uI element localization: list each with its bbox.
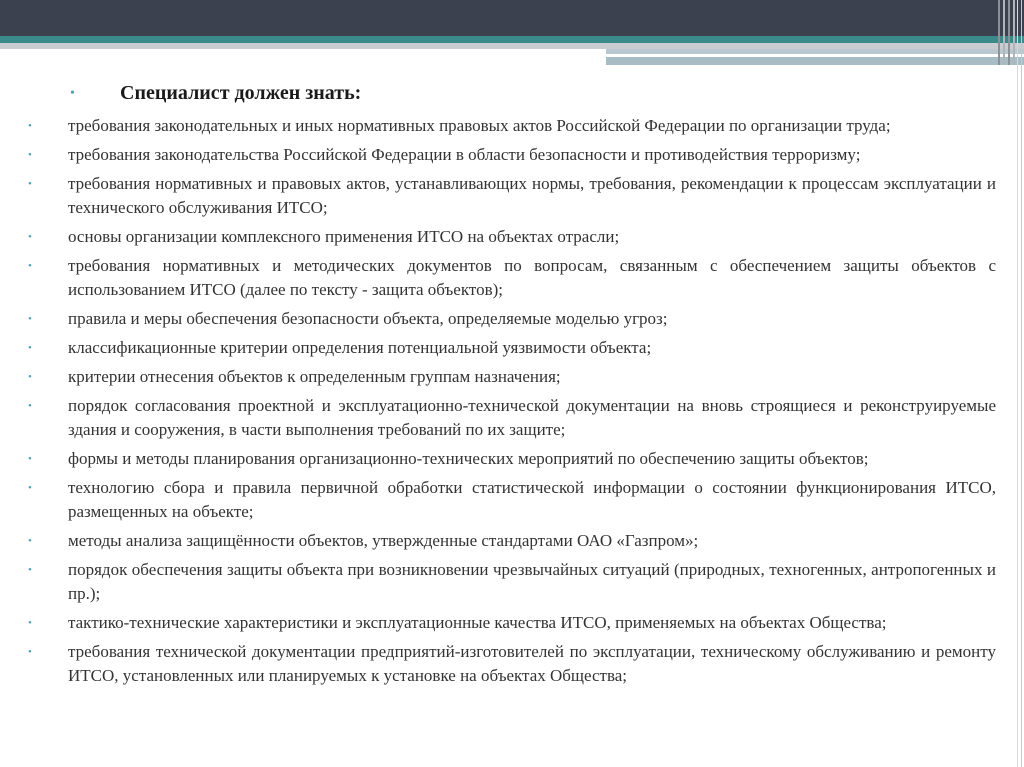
list-item-text: классификационные критерии определения потенциальной уязвимости объекта; [68,338,652,357]
header-stripe [1003,0,1005,65]
list-item [28,225,996,249]
bullet: • [28,453,32,465]
list-item-text: технологию сбора и правила первичной обработки статистической информации о состоянии функционирования ИТСО, размещенных на объекте; [68,478,996,521]
list-item [28,172,996,220]
header-stripe [1013,0,1015,65]
list-item [28,365,996,389]
header-stripe [998,0,1000,65]
list-item-text: порядок обеспечения защиты объекта при возникновении чрезвычайных ситуаций (природных, техногенных, антропогенных и пр.); [68,560,996,603]
bullet: • [28,371,32,383]
list-item-text: формы и методы планирования организационно-технических мероприятий по обеспечению защиты объектов; [68,449,869,468]
list-item-text: критерии отнесения объектов к определенным группам назначения; [68,367,561,386]
frame-border [1017,0,1018,767]
list-item [28,611,996,635]
list-item-text: требования нормативных и правовых актов, устанавливающих нормы, требования, рекомендации к процессам эксплуатации и технического обслуживания ИТСО; [68,174,996,217]
list-item [28,307,996,331]
list-item-text: основы организации комплексного применения ИТСО на объектах отрасли; [68,227,620,246]
list-item [28,476,996,524]
list-item [28,640,996,688]
header-band-dark [0,0,1024,36]
list-item [28,254,996,302]
bullet: • [28,482,32,494]
bullet: • [28,149,32,161]
list-item-text: порядок согласования проектной и эксплуатационно-технической документации на вновь строящиеся и реконструируемые здания и сооружения, в части выполнения требований по их защите; [68,396,996,439]
bullet: • [28,400,32,412]
header-band-teal [0,36,1024,43]
bullet: • [28,646,32,658]
bullet: • [28,231,32,243]
list-item-text: требования законодательства Российской Федерации в области безопасности и противодействия терроризму; [68,145,861,164]
header-stripe [1008,0,1010,65]
bullet: • [28,120,32,132]
list-item-text: требования технической документации предприятий-изготовителей по эксплуатации, техническому обслуживанию и ремонту ИТСО, установленных или планируемых к установке на объектах Общества; [68,642,996,685]
list-item [28,143,996,167]
bullet: • [28,535,32,547]
list-item [28,336,996,360]
slide-content [28,82,996,693]
list-item-text: правила и меры обеспечения безопасности объекта, определяемые моделью угроз; [68,309,668,328]
list-item [28,558,996,606]
list-item [28,394,996,442]
heading-bullet: • [70,86,75,101]
bullet: • [28,313,32,325]
bullet: • [28,260,32,272]
frame-border [1021,0,1022,767]
list-item-text: тактико-технические характеристики и эксплуатационные качества ИТСО, применяемых на объектах Общества; [68,613,887,632]
header-accent-bar-lower [606,57,1024,65]
slide-heading: Специалист должен знать: [120,82,362,104]
list-item-text: требования нормативных и методических документов по вопросам, связанным с обеспечением защиты объектов с использованием ИТСО (далее по тексту - защита объектов); [68,256,996,299]
bullet: • [28,564,32,576]
list-item [28,529,996,553]
bullet: • [28,178,32,190]
requirements-list [28,114,996,688]
list-item [28,114,996,138]
list-item [28,447,996,471]
list-item-text: требования законодательных и иных нормативных правовых актов Российской Федерации по организации труда; [68,116,891,135]
bullet: • [28,617,32,629]
list-item-text: методы анализа защищённости объектов, утвержденные стандартами ОАО «Газпром»; [68,531,699,550]
bullet: • [28,342,32,354]
heading-row [28,82,996,114]
